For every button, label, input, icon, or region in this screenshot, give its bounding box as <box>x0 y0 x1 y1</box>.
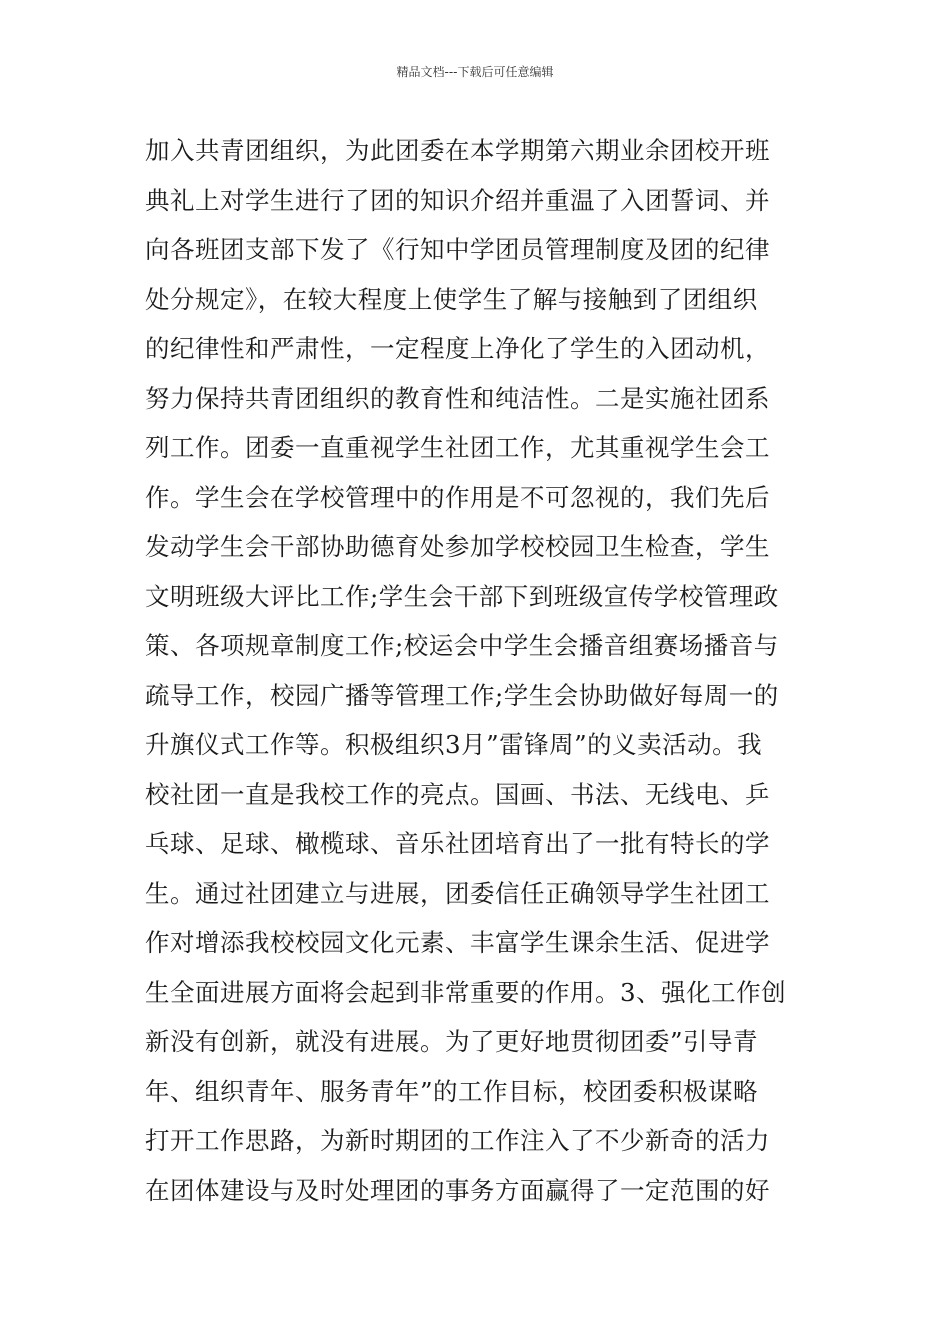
text-line: 作对增添我校校园文化元素、丰富学生课余生活、促进学 <box>145 928 770 957</box>
text-line: 策、各项规章制度工作;校运会中学生会播音组赛场播音与 <box>145 631 779 660</box>
text-line: 加入共青团组织，为此团委在本学期第六期业余团校开班 <box>145 136 770 165</box>
document-body <box>145 126 815 1215</box>
text-line: 典礼上对学生进行了团的知识介绍并重温了入团誓词、并 <box>145 185 770 215</box>
text-line: 年、组织青年、服务青年”的工作目标，校团委积极谋略 <box>145 1076 759 1106</box>
text-line: 升旗仪式工作等。积极组织3月”雷锋周”的义卖活动。我 <box>145 730 763 759</box>
text-line: 疏导工作，校园广播等管理工作;学生会协助做好每周一的 <box>145 680 779 710</box>
text-line: 的纪律性和严肃性，一定程度上净化了学生的入团动机， <box>145 334 770 363</box>
text-line: 打开工作思路，为新时期团的工作注入了不少新奇的活力 <box>145 1126 770 1155</box>
text-line: 列工作。团委一直重视学生社团工作，尤其重视学生会工 <box>145 433 770 462</box>
text-line: 生。通过社团建立与进展，团委信任正确领导学生社团工 <box>145 878 770 908</box>
text-line: 文明班级大评比工作;学生会干部下到班级宣传学校管理政 <box>145 581 779 611</box>
text-line: 向各班团支部下发了《行知中学团员管理制度及团的纪律 <box>145 235 770 264</box>
page-header: 精品文档---下载后可任意编辑 <box>396 65 554 79</box>
text-line: 发动学生会干部协助德育处参加学校校园卫生检查，学生 <box>145 532 770 561</box>
text-line: 作。学生会在学校管理中的作用是不可忽视的，我们先后 <box>145 482 770 512</box>
text-line: 新没有创新，就没有进展。为了更好地贯彻团委”引导青 <box>145 1027 759 1056</box>
text-line: 在团体建设与及时处理团的事务方面赢得了一定范围的好 <box>145 1175 770 1205</box>
text-line: 努力保持共青团组织的教育性和纯洁性。二是实施社团系 <box>145 383 770 413</box>
text-line: 乓球、足球、橄榄球、音乐社团培育出了一批有特长的学 <box>145 829 770 858</box>
text-line: 校社团一直是我校工作的亮点。国画、书法、无线电、乒 <box>145 779 770 809</box>
text-line: 生全面进展方面将会起到非常重要的作用。3、强化工作创 <box>145 977 787 1007</box>
text-line: 处分规定》，在较大程度上使学生了解与接触到了团组织 <box>145 284 758 314</box>
